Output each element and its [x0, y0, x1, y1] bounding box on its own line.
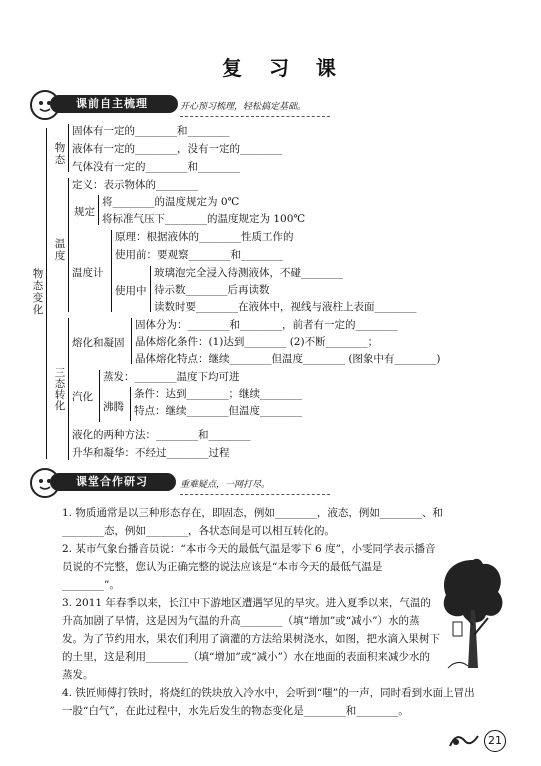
page-footer — [448, 728, 508, 752]
melt-3: 晶体熔化特点：继续________但温度________ (图象中有________) — [135, 353, 441, 365]
boiling-label: 沸腾 — [103, 401, 124, 413]
melt-1: 固体分为：________和________，前者有一定的________ — [135, 319, 398, 331]
question-1: 1. 物质通常是以三种形态存在，即固态，例如________，液态，例如________、和________态，例如________，各状态间是可以相互转化的。 — [62, 507, 443, 537]
temp-rule-1: 将________的温度规定为 0℃ — [102, 196, 240, 208]
page-title: 复 习 课 — [222, 56, 346, 80]
liquefaction: 液化的两种方法：________和________ — [72, 429, 251, 441]
tree-root: 物态变化 — [32, 268, 44, 316]
question-3: 3. 2011 年春季以来，长江中下游地区遭遇罕见的旱灾。进入夏季以来，气温的升高加剧了旱情，这是因为气温的升高________（填“增加”或“减小”）水的蒸发。为了节约用水，果农们利用了滴灌的方法给果树浇水，如图，把水滴入果树下的土里，这是利用________（填“增加”或“减小”）水在地面的表面积来减少水的蒸发。 — [62, 597, 440, 681]
question-4: 4. 铁匠师傅打铁时，将烧红的铁块放入冷水中，会听到“嗤”的一声，同时看到水面上冒出一股“白气”，在此过程中，水先后发生的物态变化是________和________。 — [62, 687, 475, 717]
melt-label: 熔化和凝固 — [72, 337, 125, 349]
thermometer-label: 温度计 — [72, 267, 104, 279]
thermo-use-3: 读数时要________在液体中，视线与液柱上表面________ — [154, 301, 417, 313]
coop-header — [30, 468, 330, 498]
coop-banner: 课堂合作研习 — [50, 473, 176, 491]
temp-rule-label: 规定 — [74, 206, 95, 218]
preview-banner: 课前自主梳理 — [50, 95, 178, 113]
evaporation: 蒸发：________温度下均可进 — [103, 371, 240, 383]
melt-2: 晶体熔化条件：(1)达到________ (2)不断________； — [135, 336, 379, 348]
thermo-use-2: 待示数________后再读数 — [154, 284, 270, 296]
states-gas: 气体没有一定的________和________ — [72, 161, 240, 173]
thermo-principle: 原理：根据液体的________性质工作的 — [115, 231, 294, 243]
temp-rule-2: 将标准气压下________的温度规定为 100℃ — [102, 213, 306, 225]
sublimation: 升华和凝华：不经过________过程 — [72, 447, 230, 459]
temp-label: 温度 — [54, 238, 66, 262]
states-label: 物态 — [54, 142, 66, 166]
coop-hint: 重难疑点，一网打尽。 — [180, 480, 271, 490]
temp-definition: 定义：表示物体的________ — [72, 179, 198, 191]
thermo-use-1: 玻璃泡完全浸入待测液体，不碰________ — [154, 267, 343, 279]
states-solid: 固体有一定的________和________ — [72, 125, 230, 137]
vaporization-label: 汽化 — [72, 391, 93, 403]
page-number: 21 — [484, 730, 506, 752]
boiling-1: 条件：达到________；继续________ — [134, 388, 302, 400]
three-label: 三态转化 — [54, 367, 66, 412]
decor-icon — [448, 728, 482, 752]
thermo-using-label: 使用中 — [115, 285, 147, 297]
states-liquid: 液体有一定的________，没有一定的________ — [72, 143, 282, 155]
thermo-before: 使用前：要观察________和________ — [115, 249, 283, 261]
preview-hint: 开心预习梳理，轻松搞定基础。 — [180, 102, 307, 112]
fruit-tree-illustration — [438, 540, 508, 670]
question-2: 2. 某市气象台播音员说：“本市今天的最低气温是零下 6 度”，小雯同学表示播音员说的不完整，您认为正确完整的说法应该是“本市今天的最低气温是________”。 — [62, 543, 436, 591]
boiling-2: 特点：继续________但温度________ — [134, 405, 302, 417]
